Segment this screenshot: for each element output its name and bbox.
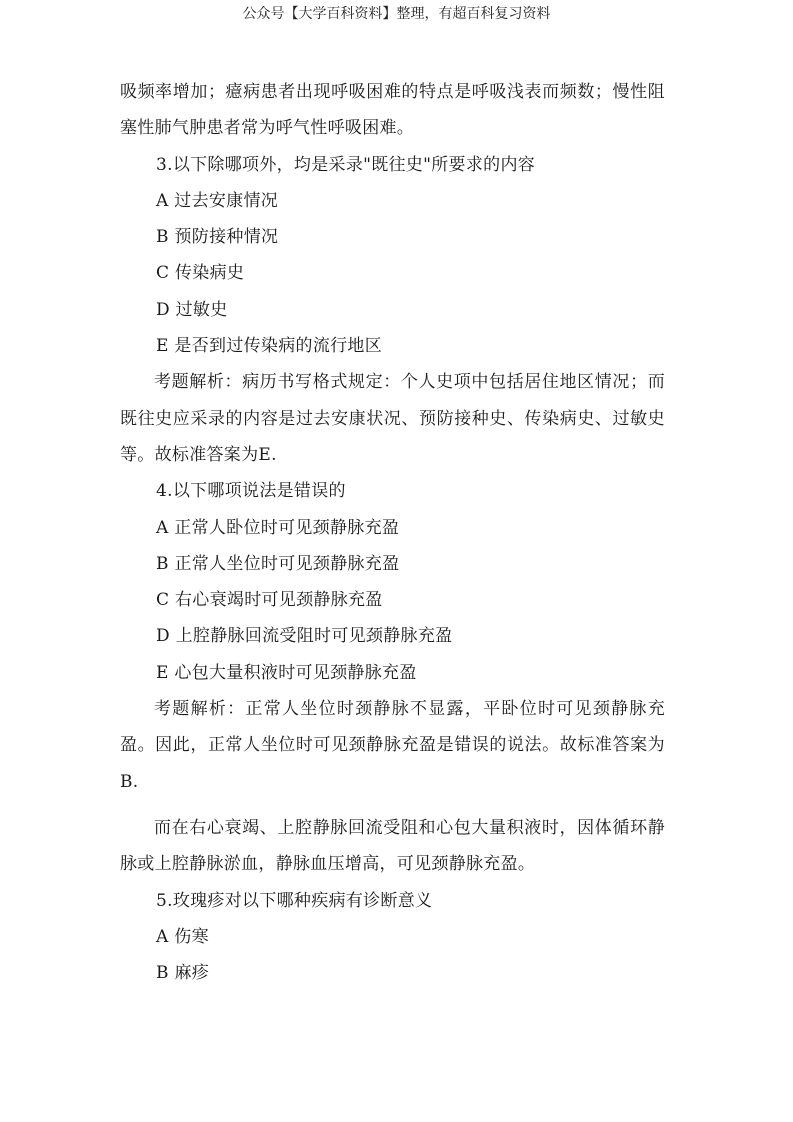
question-5: 5.玫瑰疹对以下哪种疾病有诊断意义: [156, 890, 433, 911]
q4-option-d: D 上腔静脉回流受阻时可见颈静脉充盈: [156, 626, 453, 647]
q4-analysis: 考题解析：正常人坐位时颈静脉不显露，平卧位时可见颈静脉充盈。因此，正常人坐位时可见颈静脉充盈是错误的说法。故标准答案为B.: [120, 699, 665, 792]
q3-option-c: C 传染病史: [156, 263, 245, 284]
q3-option-e: E 是否到过传染病的流行地区: [156, 336, 383, 357]
q3-option-b: B 预防接种情况: [156, 227, 279, 248]
page-header: 公众号【大学百科资料】整理，有超百科复习资料: [242, 6, 551, 22]
q4-option-c: C 右心衰竭时可见颈静脉充盈: [156, 590, 383, 611]
paragraph-gap: [120, 800, 665, 810]
q3-analysis: 考题解析：病历书写格式规定：个人史项中包括居住地区情况；而既往史应采录的内容是过去安康状况、预防接种史、传染病史、过敏史等。故标准答案为E.: [120, 372, 665, 465]
q3-option-d: D 过敏史: [156, 299, 228, 320]
q5-option-b: B 麻疹: [156, 963, 210, 984]
q4-analysis-continued: 而在右心衰竭、上腔静脉回流受阻和心包大量积液时，因体循环静脉或上腔静脉淤血，静脉血压增高，可见颈静脉充盈。: [120, 817, 665, 875]
question-4: 4.以下哪项说法是错误的: [156, 481, 346, 502]
q4-option-b: B 正常人坐位时可见颈静脉充盈: [156, 553, 400, 574]
q4-option-e: E 心包大量积液时可见颈静脉充盈: [156, 662, 417, 683]
q4-option-a: A 正常人卧位时可见颈静脉充盈: [156, 517, 400, 538]
document-body: [120, 74, 665, 991]
q5-option-a: A 伤寒: [156, 926, 209, 947]
intro-paragraph: 吸频率增加；癔病患者出现呼吸困难的特点是呼吸浅表而频数；慢性阻塞性肺气肿患者常为呼气性呼吸困难。: [120, 82, 665, 139]
question-3: 3.以下除哪项外，均是采录"既往史"所要求的内容: [156, 154, 536, 175]
q3-option-a: A 过去安康情况: [156, 190, 279, 211]
